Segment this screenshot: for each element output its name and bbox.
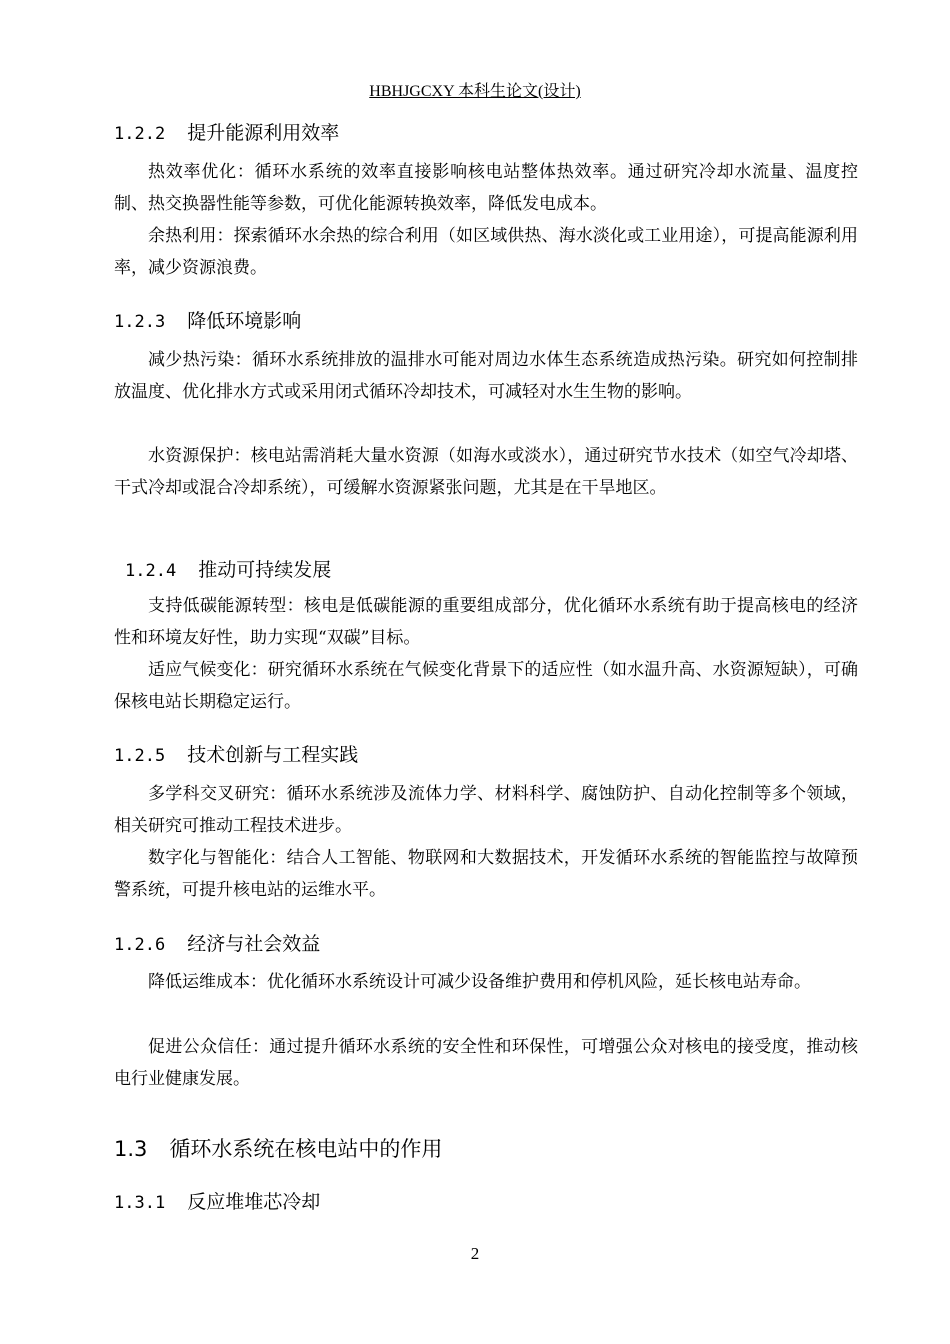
section-heading-1-2-3 [114, 306, 301, 333]
section-heading-1-3-1 [114, 1187, 320, 1214]
section-title: 技术创新与工程实践 [187, 744, 359, 766]
section-number: 1.2.6 [114, 935, 166, 955]
paragraph: 减少热污染：循环水系统排放的温排水可能对周边水体生态系统造成热污染。研究如何控制排放温度、优化排水方式或采用闭式循环冷却技术，可减轻对水生生物的影响。 [114, 350, 858, 402]
paragraph: 水资源保护：核电站需消耗大量水资源（如海水或淡水），通过研究节水技术（如空气冷却塔、干式冷却或混合冷却系统），可缓解水资源紧张问题，尤其是在干旱地区。 [114, 446, 858, 498]
page-number: 2 [470, 1244, 480, 1263]
section-title: 反应堆堆芯冷却 [187, 1191, 321, 1213]
paragraph: 适应气候变化：研究循环水系统在气候变化背景下的适应性（如水温升高、水资源短缺），可确保核电站长期稳定运行。 [114, 660, 858, 712]
page-header [0, 78, 950, 101]
paragraph: 余热利用：探索循环水余热的综合利用（如区域供热、海水淡化或工业用途），可提高能源利用率，减少资源浪费。 [114, 226, 858, 278]
section-title: 循环水系统在核电站中的作用 [169, 1137, 443, 1161]
section-number: 1.3.1 [114, 1193, 166, 1213]
paragraph: 降低运维成本：优化循环水系统设计可减少设备维护费用和停机风险，延长核电站寿命。 [148, 972, 811, 992]
paragraph: 数字化与智能化：结合人工智能、物联网和大数据技术，开发循环水系统的智能监控与故障预警系统，可提升核电站的运维水平。 [114, 848, 858, 900]
section-number: 1.2.2 [114, 124, 166, 144]
header-text: HBHJGCXY 本科生论文(设计) [369, 83, 581, 100]
paragraph: 促进公众信任：通过提升循环水系统的安全性和环保性，可增强公众对核电的接受度，推动核电行业健康发展。 [114, 1037, 858, 1089]
section-title: 经济与社会效益 [187, 933, 321, 955]
section-heading-1-2-6 [114, 929, 320, 956]
paragraph: 支持低碳能源转型：核电是低碳能源的重要组成部分，优化循环水系统有助于提高核电的经济性和环境友好性，助力实现“双碳”目标。 [114, 596, 858, 648]
section-number: 1.2.5 [114, 746, 166, 766]
section-heading-1-2-2 [114, 118, 339, 145]
section-title: 降低环境影响 [187, 310, 302, 332]
section-heading-1-2-5 [114, 740, 358, 767]
section-heading-1-3 [114, 1133, 442, 1163]
section-number: 1.3 [114, 1137, 148, 1161]
paragraph: 多学科交叉研究：循环水系统涉及流体力学、材料科学、腐蚀防护、自动化控制等多个领域，相关研究可推动工程技术进步。 [114, 784, 858, 836]
section-heading-1-2-4 [125, 555, 331, 582]
section-number: 1.2.3 [114, 312, 166, 332]
paragraph: 热效率优化：循环水系统的效率直接影响核电站整体热效率。通过研究冷却水流量、温度控制、热交换器性能等参数，可优化能源转换效率，降低发电成本。 [114, 162, 858, 214]
section-title: 推动可持续发展 [198, 559, 332, 581]
section-number: 1.2.4 [125, 561, 177, 581]
section-title: 提升能源利用效率 [187, 122, 340, 144]
